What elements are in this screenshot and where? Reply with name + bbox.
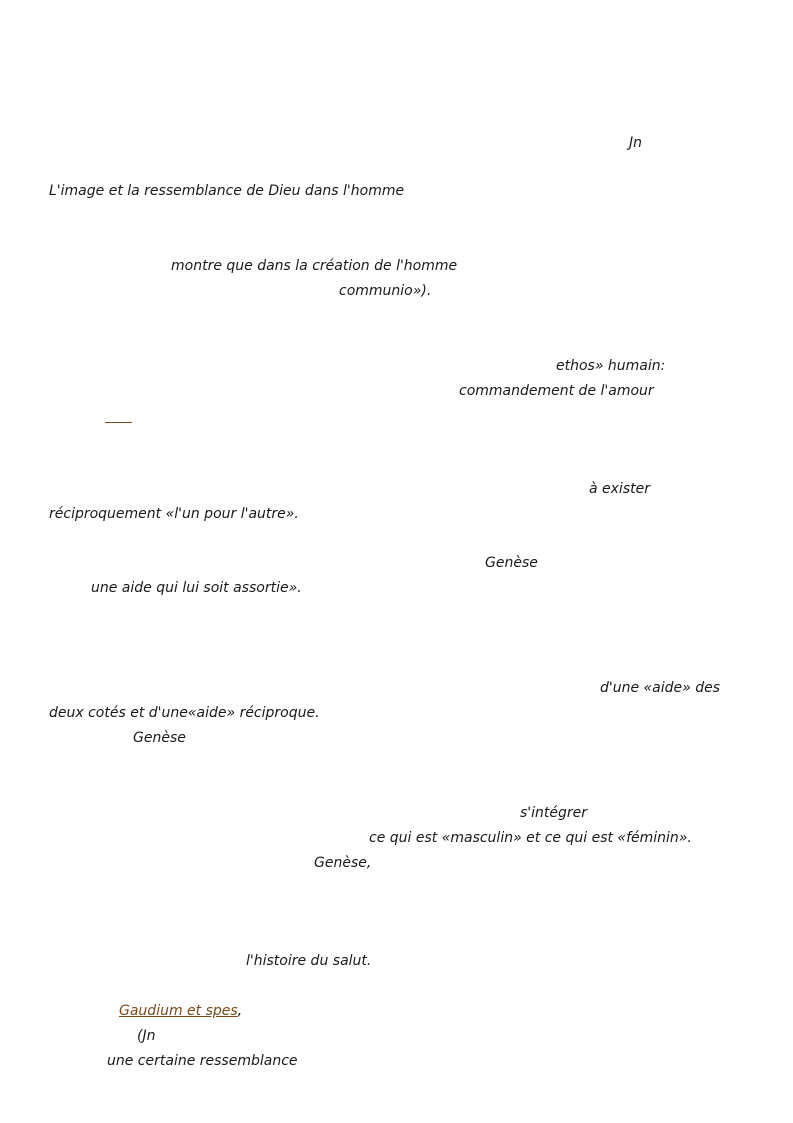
text-fragment: montre que dans la création de l'homme — [171, 258, 458, 274]
section-heading: L'image et la ressemblance de Dieu dans l'homme — [49, 183, 405, 199]
text-fragment: communio»). — [339, 283, 432, 299]
text-fragment: deux cotés et d'une«aide» réciproque. — [49, 705, 320, 721]
text-fragment: une certaine ressemblance — [107, 1053, 298, 1069]
text-fragment: une aide qui lui soit assortie». — [91, 580, 302, 596]
text-fragment: réciproquement «l'un pour l'autre». — [49, 506, 299, 522]
jn-reference: Jn — [629, 135, 643, 151]
text-fragment: l'histoire du salut. — [246, 953, 372, 969]
jn-reference: (Jn — [137, 1028, 156, 1044]
gaudium-et-spes-link[interactable]: Gaudium et spes — [119, 1003, 238, 1019]
text-fragment: d'une «aide» des — [600, 680, 721, 696]
genesis-reference: Genèse, — [314, 855, 372, 871]
comma: , — [237, 1003, 243, 1019]
text-fragment: s'intégrer — [520, 805, 588, 821]
footnote-link[interactable] — [105, 422, 132, 423]
genesis-reference: Genèse — [133, 730, 186, 746]
text-fragment: à exister — [589, 481, 650, 497]
text-fragment: ce qui est «masculin» et ce qui est «féminin». — [369, 830, 692, 846]
genesis-reference: Genèse — [485, 555, 538, 571]
text-fragment: commandement de l'amour — [459, 383, 654, 399]
gaudium-et-spes-line — [119, 1002, 242, 1020]
text-fragment: ethos» humain: — [556, 358, 666, 374]
